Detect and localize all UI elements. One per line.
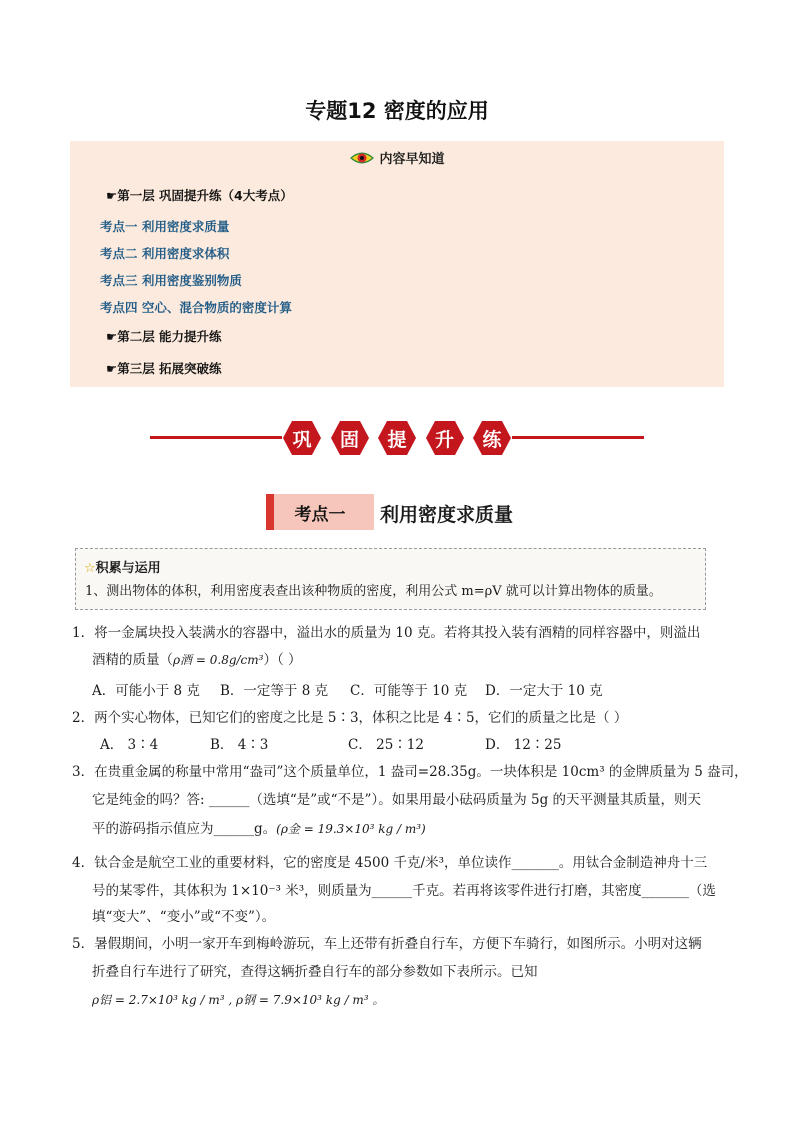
q4-line2: 号的某零件，其体积为 1×10⁻³ 米³，则质量为______千克。若再将该零件进行打磨，其密度_______（选 [92,883,716,899]
toc-level-2: ☛第二层 能力提升练 [106,329,222,344]
banner-char-5: 练 [472,420,512,456]
toc-point-3: 考点三 利用密度鉴别物质 [100,273,242,288]
q1-option-b: B．一定等于 8 克 [220,683,329,699]
q2-line1: 2．两个实心物体，已知它们的密度之比是 5∶3，体积之比是 4∶5，它们的质量之比是（ ） [72,710,628,726]
q2-option-d: D． 12∶25 [485,737,562,753]
q2-option-c: C． 25∶12 [348,737,424,753]
banner-line-right [512,436,644,439]
q1-line1: 1．将一金属块投入装满水的容器中，溢出水的质量为 10 克。若将其投入装有酒精的同样容器中，则溢出 [72,625,701,641]
star-icon: ☆ [84,561,96,576]
toc-level-3: ☛第三层 拓展突破练 [106,361,222,376]
eye-icon [349,150,375,170]
q1-option-c: C．可能等于 10 克 [350,683,468,699]
toc-point-4: 考点四 空心、混合物质的密度计算 [100,300,292,315]
q3-line3: 平的游码指示值应为______g。(ρ金 = 19.3×10³ kg / m³) [92,821,426,837]
toc-point-1: 考点一 利用密度求质量 [100,219,230,234]
toc-box [70,141,724,387]
q5-formula: ρ铝 = 2.7×10³ kg / m³ , ρ钢 = 7.9×10³ kg / m³ 。 [92,993,385,1007]
q1-option-a: A．可能小于 8 克 [92,683,200,699]
page-title: 专题12 密度的应用 [305,99,489,123]
toc-level-1: ☛第一层 巩固提升练（4大考点） [106,188,293,203]
accumulate-text: 1、测出物体的体积，利用密度表查出该种物质的密度，利用公式 m=ρV 就可以计算出物体的质量。 [85,584,662,599]
toc-heading-text: 内容早知道 [379,152,445,167]
accumulate-title: ☆积累与运用 [84,561,161,576]
kaodian-title: 利用密度求质量 [380,504,514,526]
q1-formula: ρ酒 = 0.8g/cm³ [173,653,264,667]
q1-line2: 酒精的质量（ρ酒 = 0.8g/cm³）（ ） [92,652,302,668]
toc-point-2: 考点二 利用密度求体积 [100,246,230,261]
q3-line1: 3．在贵重金属的称量中常用“盎司”这个质量单位，1 盎司=28.35g。一块体积是 10cm³ 的金牌质量为 5 盎司， [72,764,748,780]
banner-char-4: 升 [425,420,465,456]
banner-line-left [150,436,282,439]
banner-char-3: 提 [377,420,417,456]
q4-line1: 4．钛合金是航空工业的重要材料，它的密度是 4500 千克/米³，单位读作_______。用钛合金制造神舟十三 [72,855,708,871]
q1-option-d: D．一定大于 10 克 [485,683,603,699]
section-banner [282,420,512,456]
banner-char-1: 巩 [282,420,322,456]
accumulate-box [75,548,706,610]
toc-heading [0,148,794,170]
q2-option-b: B． 4∶3 [210,737,269,753]
banner-char-2: 固 [330,420,370,456]
kaodian-tag: 考点一 [266,494,374,530]
q4-line3: 填“变大”、“变小”或“不变”）。 [92,909,276,925]
q3-line2: 它是纯金的吗？答: ______（选填“是”或“不是”）。如果用最小砝码质量为 5g 的天平测量其质量，则天 [92,792,702,808]
q3-formula: (ρ金 = 19.3×10³ kg / m³) [276,822,426,836]
q5-line1: 5．暑假期间，小明一家开车到梅岭游玩，车上还带有折叠自行车，方便下车骑行，如图所示。小明对这辆 [72,936,702,952]
q2-option-a: A． 3∶4 [100,737,159,753]
q5-line2: 折叠自行车进行了研究，查得这辆折叠自行车的部分参数如下表所示。已知 [92,964,538,980]
